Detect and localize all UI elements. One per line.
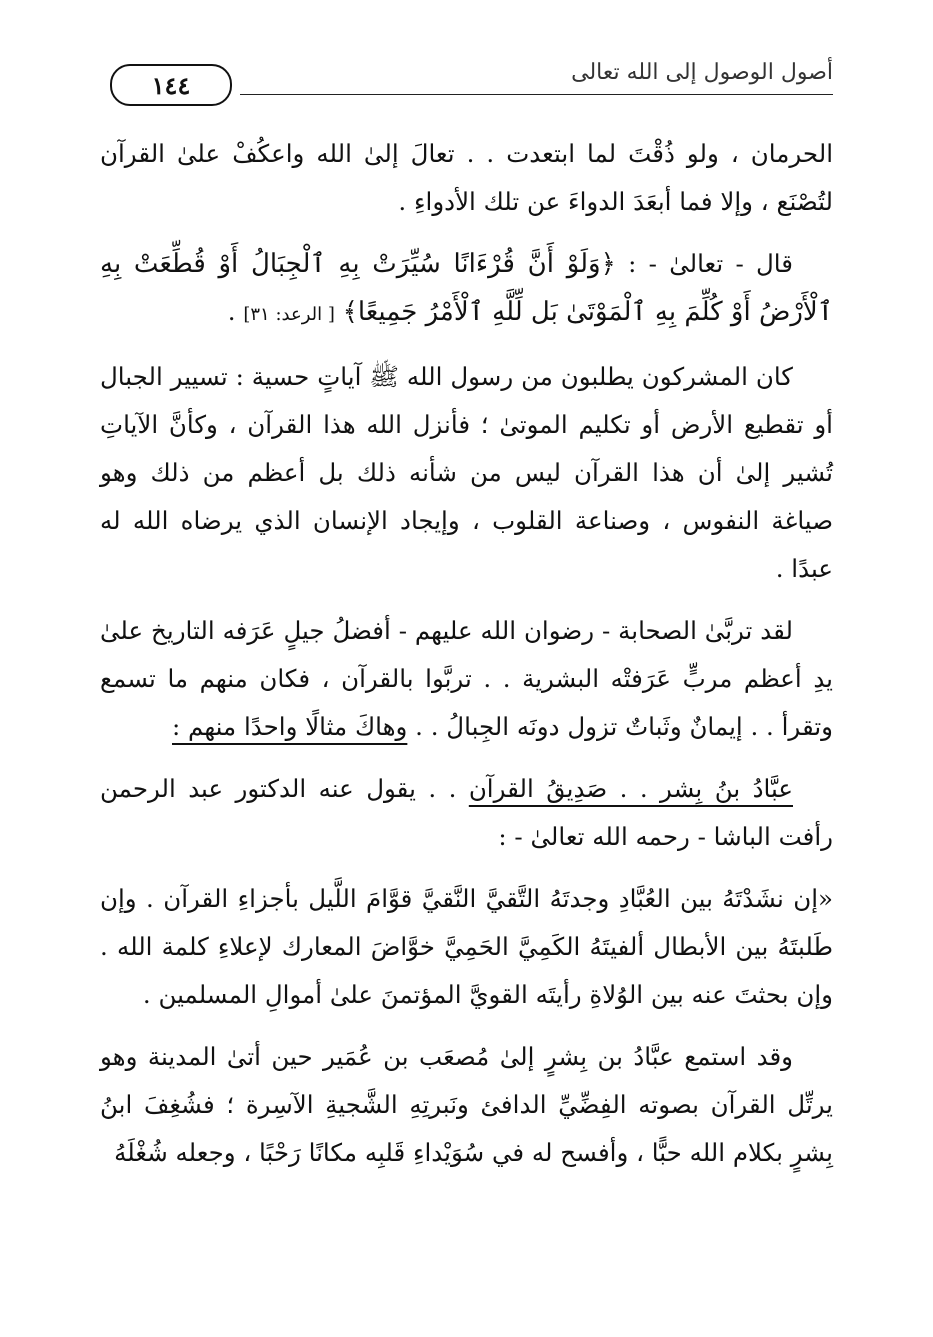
- verse-intro: قال - تعالىٰ - :: [628, 249, 793, 278]
- verse-reference: [ الرعد: ٣١]: [243, 304, 335, 325]
- paragraph-4: [100, 607, 833, 751]
- paragraph-3: [100, 353, 833, 593]
- paragraph-1: [100, 130, 833, 226]
- paragraph-6-text: «إن نشَدْتَهُ بين العُبَّادِ وجدتَهُ التَّقيَّ النَّقيَّ قوَّامَ اللَّيل بأجزاءِ القرآن . وإن طَلبتَهُ بين الأبطال ألفيتَهُ الكَمِيَّ الحَمِيَّ خوَّاضَ المعارك لإعلاءِ كلمة الله . وإن بحثتَ عنه بين الوُلاةِ رأيتَه القويَّ المؤتمنَ علىٰ أموالِ المسلمين .: [100, 884, 833, 1009]
- header-rule: [240, 94, 833, 95]
- page-body: [100, 130, 833, 1191]
- section-title: عبَّادُ بنُ بِشر . . صَدِيقُ القرآن: [468, 774, 793, 803]
- paragraph-4-text: لقد تربَّىٰ الصحابة - رضوان الله عليهم - أفضلُ جيلٍ عَرَفه التاريخ علىٰ يدِ أعظم مربٍّ عَرَفتْه البشرية . . تربَّوا بالقرآن ، فكان منهم ما تسمع وتقرأ . . إيمانٌ وثَباتٌ تزول دونَه الجِبالُ . .: [100, 616, 833, 741]
- paragraph-3-rest: آياتٍ حسية : تسيير الجبال أو تقطيع الأرض أو تكليم الموتىٰ ؛ فأنزل الله هذا القرآن ، وكأنَّ الآياتِ تُشير إلىٰ أن هذا القرآن ليس من شأنه ذلك بل أعظم من ذلك وهو صياغة النفوس ، وصناعة القلوب ، وإيجاد الإنسان الذي يرضاه الله له عبدًا .: [100, 362, 833, 583]
- paragraph-5: [100, 765, 833, 861]
- running-header: [100, 46, 833, 112]
- honorific-glyph: ﷺ: [369, 362, 399, 391]
- verse-end: .: [227, 297, 236, 326]
- paragraph-5-text: . . يقول عنه الدكتور عبد الرحمن رأفت الباشا - رحمه الله تعالىٰ - :: [100, 774, 833, 851]
- paragraph-3-start: كان المشركون يطلبون من رسول الله: [406, 362, 793, 391]
- paragraph-6-quote: [100, 875, 833, 1019]
- paragraph-7-text: وقد استمع عبَّادُ بن بِشرٍ إلىٰ مُصعَب بن عُمَير حين أتىٰ المدينة وهو يرتِّل القرآن بصوته الفِضِّيِّ الدافئ ونَبرتِهِ الشَّجيةِ الآسِرة ؛ فشُغِفَ ابنُ بِشرٍ بكلام الله حبًّا ، وأفسح له في سُوَيْداءِ قَلبِه مكانًا رَحْبًا ، وجعله شُغْلَهُ: [100, 1042, 833, 1167]
- quran-verse: ﴿وَلَوْ أَنَّ قُرْءَانًا سُيِّرَتْ بِهِ ٱلْجِبَالُ أَوْ قُطِّعَتْ بِهِ ٱلْأَرْضُ أَوْ كُلِّمَ بِهِ ٱلْمَوْتَىٰ بَل لِّلَّهِ ٱلْأَمْرُ جَمِيعًا﴾: [100, 249, 833, 327]
- paragraph-verse: [100, 240, 833, 339]
- paragraph-1-text: الحرمان ، ولو ذُقْتَ لما ابتعدت . . تعالَ إلىٰ الله واعكُفْ علىٰ القرآن لتُصْنَع ، وإلا فما أبعَدَ الدواءَ عن تلك الأدواءِ .: [100, 139, 833, 216]
- page-number-badge: ١٤٤: [110, 64, 232, 106]
- paragraph-4-underlined: وهاكَ مثالًا واحدًا منهم :: [172, 712, 408, 741]
- paragraph-7: [100, 1033, 833, 1177]
- running-title: أصول الوصول إلى الله تعالى: [571, 60, 833, 85]
